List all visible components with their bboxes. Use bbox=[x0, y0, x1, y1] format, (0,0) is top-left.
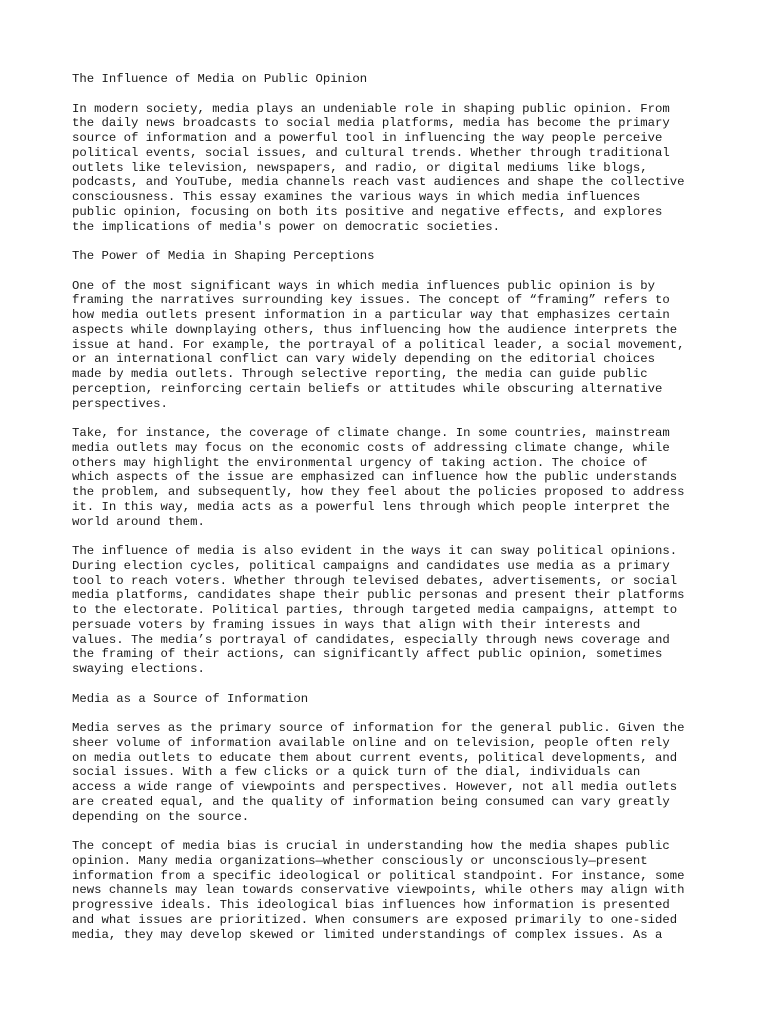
text-line: sheer volume of information available online and on television, people often rely bbox=[72, 735, 670, 750]
text-line: and what issues are prioritized. When consumers are exposed primarily to one-sided bbox=[72, 912, 678, 927]
text-line: In modern society, media plays an undeniable role in shaping public opinion. From bbox=[72, 101, 670, 116]
text-line: During election cycles, political campaigns and candidates use media as a primary bbox=[72, 558, 670, 573]
body-paragraph-2 bbox=[72, 279, 702, 412]
text-line: which aspects of the issue are emphasized can influence how the public understands bbox=[72, 470, 678, 485]
section-heading-2 bbox=[72, 249, 702, 264]
text-line: podcasts, and YouTube, media channels reach vast audiences and shape the collective bbox=[72, 175, 685, 190]
text-line: The Influence of Media on Public Opinion bbox=[72, 72, 368, 86]
text-line: media, they may develop skewed or limited understandings of complex issues. As a bbox=[72, 927, 663, 942]
body-paragraph-6 bbox=[72, 839, 702, 942]
text-line: the framing of their actions, can significantly affect public opinion, sometimes bbox=[72, 647, 663, 662]
text-line: persuade voters by framing issues in ways that align with their interests and bbox=[72, 617, 641, 632]
text-line: opinion. Many media organizations—whether consciously or unconsciously—present bbox=[72, 853, 648, 868]
text-line: political events, social issues, and cultural trends. Whether through traditional bbox=[72, 145, 670, 160]
text-line: media outlets may focus on the economic costs of addressing climate change, while bbox=[72, 440, 670, 455]
text-line: Take, for instance, the coverage of climate change. In some countries, mainstream bbox=[72, 426, 670, 440]
text-line: Media as a Source of Information bbox=[72, 691, 309, 706]
text-line: to the electorate. Political parties, through targeted media campaigns, attempt to bbox=[72, 603, 678, 617]
text-line: swaying elections. bbox=[72, 662, 205, 676]
text-line: the problem, and subsequently, how they feel about the policies proposed to address bbox=[72, 485, 685, 499]
text-line: access a wide range of viewpoints and perspectives. However, not all media outlets bbox=[72, 780, 678, 794]
text-line: perception, reinforcing certain beliefs or attitudes while obscuring alternative bbox=[72, 381, 663, 396]
text-line: The Power of Media in Shaping Perceptions bbox=[72, 249, 375, 263]
body-paragraph-5 bbox=[72, 721, 702, 824]
text-line: on media outlets to educate them about current events, political developments, and bbox=[72, 750, 678, 765]
text-line: The influence of media is also evident in the ways it can sway political opinions. bbox=[72, 544, 678, 558]
text-line: information from a specific ideological or political standpoint. For instance, some bbox=[72, 868, 685, 883]
document-page bbox=[72, 72, 702, 957]
text-line: depending on the source. bbox=[72, 809, 250, 824]
text-line: are created equal, and the quality of information being consumed can vary greatly bbox=[72, 794, 670, 809]
body-paragraph-3 bbox=[72, 426, 702, 529]
section-heading-3 bbox=[72, 692, 702, 707]
text-line: One of the most significant ways in which media influences public opinion is by bbox=[72, 278, 655, 293]
text-line: the daily news broadcasts to social media platforms, media has become the primary bbox=[72, 116, 670, 131]
text-line: or an international conflict can vary widely depending on the editorial choices bbox=[72, 352, 655, 367]
body-paragraph-1 bbox=[72, 102, 702, 235]
section-heading-1 bbox=[72, 72, 702, 87]
text-line: issue at hand. For example, the portrayal of a political leader, a social movement, bbox=[72, 337, 685, 352]
text-line: The concept of media bias is crucial in understanding how the media shapes public bbox=[72, 839, 670, 853]
text-line: how media outlets present information in a particular way that emphasizes certain bbox=[72, 308, 670, 322]
text-line: progressive ideals. This ideological bias influences how information is presented bbox=[72, 898, 670, 912]
text-line: source of information and a powerful tool in influencing the way people perceive bbox=[72, 131, 663, 145]
body-paragraph-4 bbox=[72, 544, 702, 677]
text-line: consciousness. This essay examines the various ways in which media influences bbox=[72, 190, 641, 204]
text-line: framing the narratives surrounding key issues. The concept of “framing” refers to bbox=[72, 293, 670, 308]
text-line: outlets like television, newspapers, and radio, or digital mediums like blogs, bbox=[72, 160, 648, 175]
text-line: the implications of media's power on democratic societies. bbox=[72, 219, 501, 234]
text-line: tool to reach voters. Whether through televised debates, advertisements, or social bbox=[72, 573, 678, 588]
text-line: it. In this way, media acts as a powerful lens through which people interpret the bbox=[72, 499, 670, 514]
text-line: values. The media’s portrayal of candidates, especially through news coverage and bbox=[72, 632, 670, 647]
text-line: media platforms, candidates shape their public personas and present their platforms bbox=[72, 588, 685, 603]
text-line: aspects while downplaying others, thus influencing how the audience interprets the bbox=[72, 322, 678, 337]
text-line: world around them. bbox=[72, 514, 205, 529]
text-line: perspectives. bbox=[72, 396, 168, 411]
text-line: others may highlight the environmental urgency of taking action. The choice of bbox=[72, 455, 648, 470]
text-line: made by media outlets. Through selective reporting, the media can guide public bbox=[72, 367, 648, 381]
text-line: public opinion, focusing on both its positive and negative effects, and explores bbox=[72, 204, 663, 219]
text-line: social issues. With a few clicks or a quick turn of the dial, individuals can bbox=[72, 765, 641, 780]
text-line: news channels may lean towards conservative viewpoints, while others may align with bbox=[72, 883, 685, 898]
text-line: Media serves as the primary source of information for the general public. Given the bbox=[72, 721, 685, 735]
